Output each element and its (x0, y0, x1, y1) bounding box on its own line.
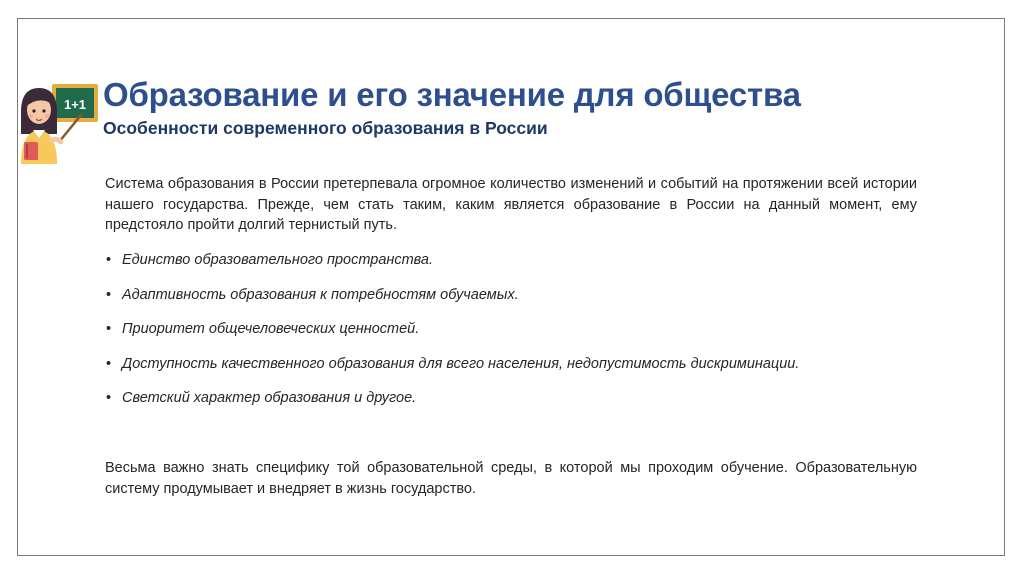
bullet-icon: • (106, 252, 112, 268)
list-item-text: Приоритет общечеловеческих ценностей. (122, 321, 420, 337)
bullet-icon: • (106, 355, 112, 372)
page-title: Образование и его значение для общества (103, 76, 801, 113)
bullet-icon: • (106, 321, 112, 337)
conclusion-paragraph: Весьма важно знать специфику той образовательной среды, в которой мы проходим обучение. Образовательную систему продумывает и внедряет в жизнь государство. (105, 460, 917, 497)
list-item (105, 319, 917, 354)
bullet-icon: • (106, 390, 112, 406)
list-item-text: Светский характер образования и другое. (122, 390, 417, 406)
list-item-text: Доступность качественного образования для всего населения, недопустимость дискриминации. (122, 355, 800, 372)
bullet-icon: • (106, 286, 112, 303)
blackboard-text: 1+1 (63, 97, 87, 112)
teacher-icon (15, 82, 101, 164)
list-item (105, 250, 917, 285)
list-item (105, 354, 917, 389)
page-subtitle: Особенности современного образования в России (103, 118, 548, 138)
list-item (105, 285, 917, 320)
features-list (105, 250, 917, 423)
intro-paragraph: Система образования в России претерпевала огромное количество изменений и событий на протяжении всей истории нашего государства. Прежде, чем стать таким, каким является образование в России на данный момент, ему предстояло пройти долгий тернистый путь. (105, 176, 917, 233)
list-item-text: Единство образовательного пространства. (122, 252, 434, 268)
list-item-text: Адаптивность образования к потребностям обучаемых. (122, 286, 519, 303)
list-item (105, 388, 917, 423)
